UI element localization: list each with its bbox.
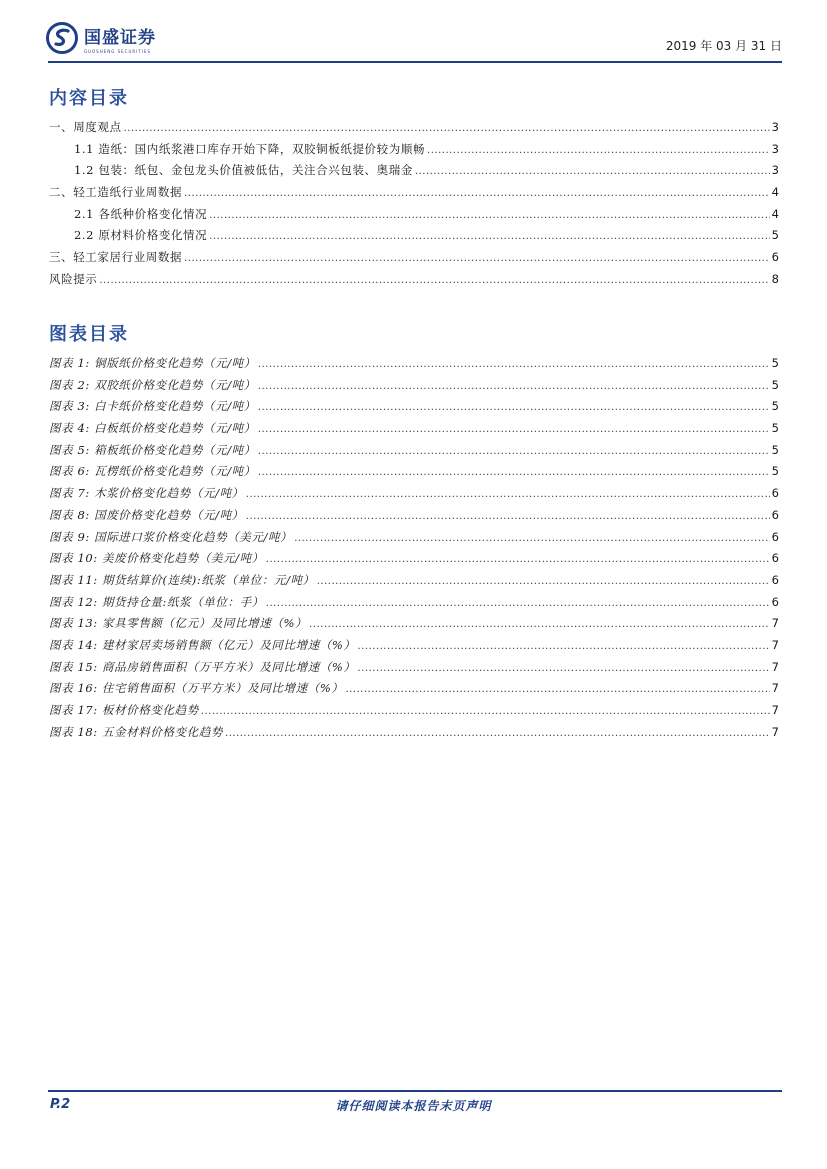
toc-entry[interactable] bbox=[49, 162, 779, 184]
dot-leader bbox=[209, 210, 769, 221]
entry-page-number: 6 bbox=[771, 572, 779, 587]
entry-page-number: 6 bbox=[771, 507, 779, 522]
entry-label: 图表 11: 期货结算价(连续):纸浆（单位：元/吨） bbox=[49, 572, 315, 587]
entry-page-number: 6 bbox=[771, 529, 779, 544]
toc-entry[interactable] bbox=[49, 271, 779, 293]
figure-entry[interactable] bbox=[49, 355, 779, 377]
entry-label: 图表 18: 五金材料价格变化趋势 bbox=[49, 724, 224, 739]
dot-leader bbox=[246, 511, 770, 522]
figure-entry[interactable] bbox=[49, 377, 779, 399]
dot-leader bbox=[246, 489, 770, 500]
entry-label: 2.1 各纸种价格变化情况 bbox=[74, 206, 208, 221]
dot-leader bbox=[358, 641, 770, 652]
logo-emblem-icon bbox=[46, 22, 78, 54]
dot-leader bbox=[294, 533, 769, 544]
page-number: P.2 bbox=[50, 1097, 71, 1112]
entry-page-number: 5 bbox=[771, 442, 779, 457]
dot-leader bbox=[309, 619, 770, 630]
entry-label: 图表 15: 商品房销售面积（万平方米）及同比增速（%） bbox=[49, 659, 356, 674]
dot-leader bbox=[258, 446, 770, 457]
figure-entry[interactable] bbox=[49, 702, 779, 724]
figure-entry[interactable] bbox=[49, 724, 779, 746]
dot-leader bbox=[358, 663, 770, 674]
entry-page-number: 6 bbox=[771, 250, 779, 265]
entry-page-number: 5 bbox=[771, 464, 779, 479]
toc-entry[interactable] bbox=[49, 227, 779, 249]
company-name: 国盛证券 bbox=[84, 28, 156, 48]
toc-entry[interactable] bbox=[49, 141, 779, 163]
company-english-name: GUOSHENG SECURITIES bbox=[84, 49, 152, 54]
entry-page-number: 7 bbox=[771, 703, 779, 717]
figure-entry[interactable] bbox=[49, 442, 779, 464]
figures-title: 图表目录 bbox=[49, 324, 129, 345]
figure-entry[interactable] bbox=[49, 420, 779, 442]
dot-leader bbox=[201, 706, 770, 717]
figure-entry[interactable] bbox=[49, 398, 779, 420]
entry-label: 图表 6: 瓦楞纸价格变化趋势（元/吨） bbox=[49, 464, 256, 479]
page-header bbox=[46, 22, 782, 62]
toc-entry[interactable] bbox=[49, 206, 779, 228]
dot-leader bbox=[184, 188, 770, 199]
contents-list bbox=[49, 119, 779, 293]
entry-label: 1.1 造纸：国内纸浆港口库存开始下降，双胶铜板纸提价较为顺畅 bbox=[74, 141, 426, 156]
entry-label: 图表 10: 美废价格变化趋势（美元/吨） bbox=[49, 551, 264, 566]
entry-page-number: 3 bbox=[771, 163, 779, 178]
entry-page-number: 6 bbox=[771, 551, 779, 566]
entry-page-number: 7 bbox=[771, 659, 779, 674]
entry-label: 一、周度观点 bbox=[49, 120, 122, 134]
toc-entry[interactable] bbox=[49, 249, 779, 271]
entry-page-number: 7 bbox=[771, 681, 779, 696]
dot-leader bbox=[345, 684, 769, 695]
entry-label: 图表 12: 期货持仓量:纸浆（单位：手） bbox=[49, 594, 264, 609]
entry-label: 图表 8: 国废价格变化趋势（元/吨） bbox=[49, 507, 244, 522]
dot-leader bbox=[99, 275, 769, 286]
entry-label: 图表 3: 白卡纸价格变化趋势（元/吨） bbox=[49, 399, 256, 414]
figure-entry[interactable] bbox=[49, 572, 779, 594]
dot-leader bbox=[415, 166, 770, 177]
report-date: 2019 年 03 月 31 日 bbox=[665, 39, 782, 53]
figure-entry[interactable] bbox=[49, 594, 779, 616]
entry-label: 图表 7: 木浆价格变化趋势（元/吨） bbox=[49, 486, 244, 501]
entry-page-number: 5 bbox=[771, 421, 779, 436]
figure-entry[interactable] bbox=[49, 637, 779, 659]
dot-leader bbox=[258, 402, 770, 413]
disclaimer-note: 请仔细阅读本报告末页声明 bbox=[335, 1099, 492, 1113]
entry-label: 图表 17: 板材价格变化趋势 bbox=[49, 703, 199, 717]
entry-page-number: 8 bbox=[771, 271, 779, 286]
figure-entry[interactable] bbox=[49, 659, 779, 681]
dot-leader bbox=[184, 253, 770, 264]
entry-page-number: 5 bbox=[771, 228, 779, 243]
entry-page-number: 6 bbox=[771, 486, 779, 501]
entry-page-number: 5 bbox=[771, 377, 779, 392]
dot-leader bbox=[317, 576, 770, 587]
dot-leader bbox=[209, 231, 769, 242]
figures-list bbox=[49, 355, 779, 745]
entry-page-number: 7 bbox=[771, 616, 779, 631]
entry-label: 1.2 包装：纸包、金包龙头价值被低估，关注合兴包装、奥瑞金 bbox=[74, 163, 413, 178]
figure-entry[interactable] bbox=[49, 507, 779, 529]
toc-title: 内容目录 bbox=[49, 88, 129, 109]
dot-leader bbox=[427, 145, 770, 156]
figure-entry[interactable] bbox=[49, 463, 779, 485]
entry-page-number: 5 bbox=[771, 399, 779, 414]
entry-label: 二、轻工造纸行业周数据 bbox=[49, 185, 183, 200]
entry-label: 风险提示 bbox=[49, 271, 98, 286]
figure-entry[interactable] bbox=[49, 550, 779, 572]
dot-leader bbox=[258, 424, 770, 435]
dot-leader bbox=[258, 467, 770, 478]
toc-entry[interactable] bbox=[49, 184, 779, 206]
figure-entry[interactable] bbox=[49, 529, 779, 551]
entry-label: 图表 2: 双胶纸价格变化趋势（元/吨） bbox=[49, 377, 256, 392]
figure-entry[interactable] bbox=[49, 615, 779, 637]
dot-leader bbox=[258, 359, 770, 370]
entry-label: 三、轻工家居行业周数据 bbox=[49, 250, 183, 265]
entry-page-number: 5 bbox=[771, 356, 779, 370]
dot-leader bbox=[258, 381, 770, 392]
entry-label: 图表 14: 建材家居卖场销售额（亿元）及同比增速（%） bbox=[49, 637, 356, 652]
entry-label: 2.2 原材料价格变化情况 bbox=[74, 228, 208, 243]
entry-label: 图表 4: 白板纸价格变化趋势（元/吨） bbox=[49, 421, 256, 436]
dot-leader bbox=[266, 598, 770, 609]
figure-entry[interactable] bbox=[49, 680, 779, 702]
entry-label: 图表 13: 家具零售额（亿元）及同比增速（%） bbox=[49, 616, 308, 631]
entry-label: 图表 1: 铜版纸价格变化趋势（元/吨） bbox=[49, 356, 256, 370]
entry-page-number: 3 bbox=[771, 120, 779, 134]
entry-page-number: 7 bbox=[771, 724, 779, 739]
header-divider bbox=[48, 61, 782, 63]
entry-label: 图表 5: 箱板纸价格变化趋势（元/吨） bbox=[49, 442, 256, 457]
entry-label: 图表 9: 国际进口浆价格变化趋势（美元/吨） bbox=[49, 529, 293, 544]
figure-entry[interactable] bbox=[49, 485, 779, 507]
entry-page-number: 4 bbox=[771, 206, 779, 221]
dot-leader bbox=[124, 123, 770, 134]
dot-leader bbox=[266, 554, 770, 565]
entry-page-number: 3 bbox=[771, 141, 779, 156]
entry-page-number: 4 bbox=[771, 185, 779, 200]
entry-page-number: 6 bbox=[771, 594, 779, 609]
entry-label: 图表 16: 住宅销售面积（万平方米）及同比增速（%） bbox=[49, 681, 344, 696]
footer-divider bbox=[48, 1090, 782, 1092]
dot-leader bbox=[225, 728, 770, 739]
toc-entry[interactable] bbox=[49, 119, 779, 141]
entry-page-number: 7 bbox=[771, 637, 779, 652]
